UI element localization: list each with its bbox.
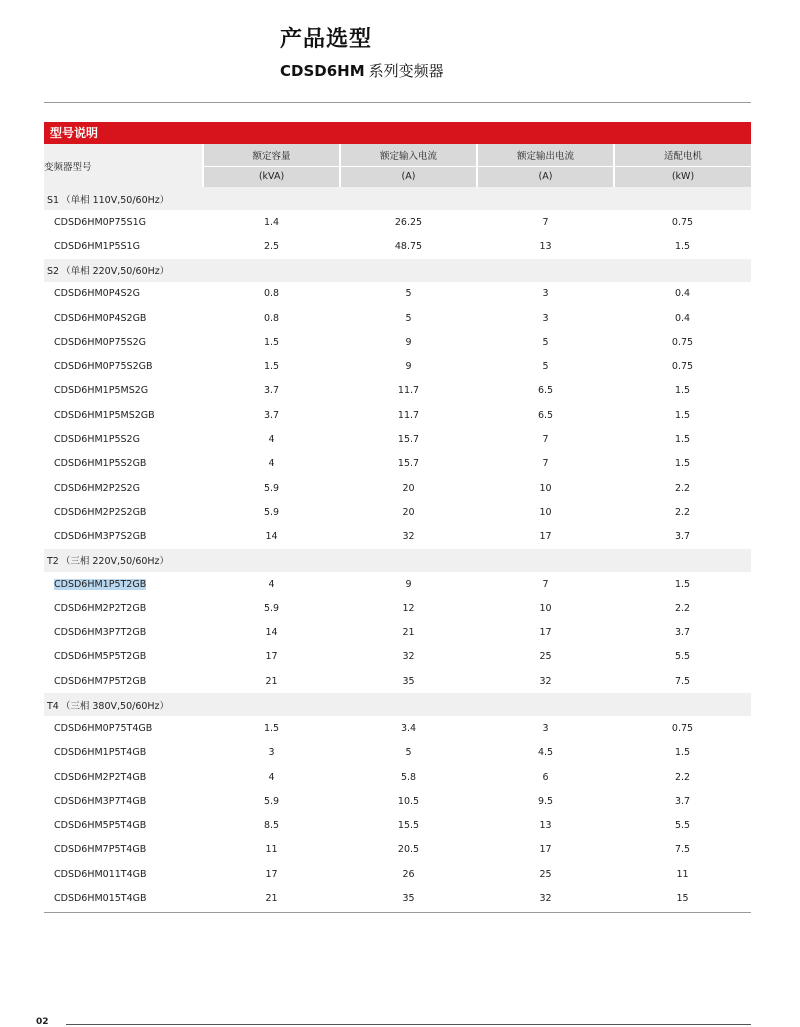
page-subtitle [280, 60, 444, 81]
rated-output-current-cell: 32 [539, 893, 552, 905]
group-label [44, 259, 751, 282]
model-name: CDSD6HM1P5S1G [54, 240, 140, 252]
rated-input-current-cell: 15.5 [397, 820, 420, 832]
table-row [44, 838, 751, 862]
adapted-motor-cell: 0.4 [674, 312, 691, 324]
model-name: CDSD6HM7P5T2GB [54, 675, 147, 687]
model-name: CDSD6HM1P5MS2GB [54, 409, 155, 421]
model-name: CDSD6HM2P2S2GB [54, 506, 147, 518]
rated-output-current-cell: 5 [542, 361, 549, 373]
rated-capacity-cell: 4 [268, 578, 275, 590]
model-cell [44, 452, 203, 476]
rated-capacity-cell: 0.8 [263, 312, 280, 324]
model-cell [44, 500, 203, 524]
rated-capacity-cell: 1.5 [263, 361, 280, 373]
rated-input-current-cell: 35 [402, 893, 415, 905]
rated-capacity-cell: 4 [268, 434, 275, 446]
group-label [44, 549, 751, 572]
rated-input-current-cell: 9 [405, 578, 412, 590]
model-name: CDSD6HM7P5T4GB [54, 844, 147, 856]
group-label [44, 187, 751, 210]
table-row [44, 427, 751, 451]
rated-output-current-cell: 10 [539, 506, 552, 518]
table-row [44, 596, 751, 620]
adapted-motor-cell: 0.75 [671, 216, 694, 228]
group-label [44, 693, 751, 716]
table-row [44, 620, 751, 644]
rated-input-current-cell: 11.7 [397, 385, 420, 397]
adapted-motor-cell: 0.75 [671, 722, 694, 734]
group-row-t4 [44, 693, 751, 716]
rated-output-current-cell: 6 [542, 771, 549, 783]
rated-capacity-cell: 5.9 [263, 482, 280, 494]
rated-output-current-cell: 6.5 [537, 385, 554, 397]
rated-input-current-cell: 5 [405, 312, 412, 324]
subtitle-model: CDSD6HM [280, 62, 365, 80]
model-name: CDSD6HM0P75S2G [54, 336, 146, 348]
model-cell [44, 427, 203, 451]
table-row [44, 330, 751, 354]
table-row [44, 765, 751, 789]
adapted-motor-cell: 0.75 [671, 336, 694, 348]
model-cell [44, 862, 203, 886]
rated-capacity-cell: 1.5 [263, 722, 280, 734]
adapted-motor-cell: 2.2 [674, 506, 691, 518]
adapted-motor-cell: 1.5 [674, 578, 691, 590]
model-cell [44, 572, 203, 596]
rated-capacity-cell: 14 [265, 627, 278, 639]
adapted-motor-cell: 0.4 [674, 288, 691, 300]
rated-input-current-cell: 3.4 [400, 722, 417, 734]
adapted-motor-cell: 1.5 [674, 747, 691, 759]
model-cell [44, 403, 203, 427]
adapted-motor-cell: 1.5 [674, 458, 691, 470]
model-cell [44, 765, 203, 789]
table-row [44, 452, 751, 476]
unit-rated-output-current: (A) [477, 166, 614, 187]
subtitle-series: 系列变频器 [368, 62, 444, 80]
model-cell [44, 330, 203, 354]
table-row [44, 282, 751, 306]
rated-output-current-cell: 7 [542, 434, 549, 446]
model-cell [44, 210, 203, 234]
rated-output-current-cell: 5 [542, 336, 549, 348]
table-row [44, 669, 751, 693]
model-name: CDSD6HM0P75S2GB [54, 361, 153, 373]
model-name: CDSD6HM5P5T2GB [54, 651, 147, 663]
adapted-motor-cell: 3.7 [674, 627, 691, 639]
table-row [44, 814, 751, 838]
model-name: CDSD6HM1P5T2GB [54, 578, 147, 590]
rated-input-current-cell: 12 [402, 602, 415, 614]
model-cell [44, 838, 203, 862]
rated-input-current-cell: 15.7 [397, 434, 420, 446]
rated-output-current-cell: 7 [542, 458, 549, 470]
rated-capacity-cell: 14 [265, 531, 278, 543]
model-name: CDSD6HM0P4S2GB [54, 312, 147, 324]
rated-capacity-cell: 5.9 [263, 602, 280, 614]
model-cell [44, 476, 203, 500]
rated-output-current-cell: 25 [539, 868, 552, 880]
rated-capacity-cell: 8.5 [263, 820, 280, 832]
rated-input-current-cell: 32 [402, 651, 415, 663]
model-name: CDSD6HM2P2T4GB [54, 771, 147, 783]
table-row [44, 306, 751, 330]
rated-capacity-cell: 5.9 [263, 506, 280, 518]
bottom-divider [44, 912, 751, 913]
model-cell [44, 234, 203, 258]
adapted-motor-cell: 15 [676, 893, 689, 905]
rated-capacity-cell: 3.7 [263, 385, 280, 397]
model-name: CDSD6HM3P7T4GB [54, 795, 147, 807]
column-header-model: 变频器型号 [44, 144, 203, 187]
rated-output-current-cell: 7 [542, 216, 549, 228]
adapted-motor-cell: 3.7 [674, 795, 691, 807]
table-row [44, 525, 751, 549]
rated-input-current-cell: 32 [402, 531, 415, 543]
model-cell [44, 354, 203, 378]
rated-capacity-cell: 4 [268, 771, 275, 783]
rated-input-current-cell: 5 [405, 747, 412, 759]
group-spec: （三相 380V,50/60Hz） [60, 700, 170, 712]
rated-output-current-cell: 3 [542, 288, 549, 300]
rated-input-current-cell: 48.75 [394, 240, 423, 252]
model-cell [44, 814, 203, 838]
rated-capacity-cell: 1.4 [263, 216, 280, 228]
model-name: CDSD6HM0P75S1G [54, 216, 146, 228]
rated-output-current-cell: 25 [539, 651, 552, 663]
rated-output-current-cell: 9.5 [537, 795, 554, 807]
adapted-motor-cell: 11 [676, 868, 689, 880]
adapted-motor-cell: 1.5 [674, 240, 691, 252]
adapted-motor-cell: 5.5 [674, 651, 691, 663]
model-name: CDSD6HM1P5S2GB [54, 458, 147, 470]
rated-input-current-cell: 5 [405, 288, 412, 300]
rated-input-current-cell: 11.7 [397, 409, 420, 421]
table-row [44, 234, 751, 258]
model-name: CDSD6HM1P5MS2G [54, 385, 149, 397]
model-name: CDSD6HM5P5T4GB [54, 820, 147, 832]
rated-input-current-cell: 26.25 [394, 216, 423, 228]
rated-output-current-cell: 6.5 [537, 409, 554, 421]
model-cell [44, 789, 203, 813]
adapted-motor-cell: 0.75 [671, 361, 694, 373]
model-cell [44, 282, 203, 306]
rated-capacity-cell: 11 [265, 844, 278, 856]
table-row [44, 572, 751, 596]
rated-output-current-cell: 13 [539, 240, 552, 252]
model-cell [44, 596, 203, 620]
rated-capacity-cell: 21 [265, 893, 278, 905]
column-header-rated-input-current: 额定输入电流 [340, 144, 477, 166]
rated-capacity-cell: 21 [265, 675, 278, 687]
section-title-bar: 型号说明 [44, 122, 751, 144]
rated-capacity-cell: 3 [268, 747, 275, 759]
table-row [44, 476, 751, 500]
column-header-adapted-motor: 适配电机 [614, 144, 751, 166]
model-cell [44, 620, 203, 644]
model-cell [44, 716, 203, 740]
rated-output-current-cell: 17 [539, 844, 552, 856]
rated-input-current-cell: 20 [402, 482, 415, 494]
table-header-row [44, 144, 751, 166]
adapted-motor-cell: 1.5 [674, 409, 691, 421]
rated-output-current-cell: 10 [539, 602, 552, 614]
model-cell [44, 886, 203, 910]
rated-output-current-cell: 4.5 [537, 747, 554, 759]
table-row [44, 741, 751, 765]
page-title: 产品选型 [280, 27, 373, 52]
model-cell [44, 525, 203, 549]
model-name: CDSD6HM3P7S2GB [54, 531, 147, 543]
rated-capacity-cell: 17 [265, 651, 278, 663]
adapted-motor-cell: 3.7 [674, 531, 691, 543]
table-row [44, 379, 751, 403]
rated-capacity-cell: 1.5 [263, 336, 280, 348]
adapted-motor-cell: 5.5 [674, 820, 691, 832]
rated-capacity-cell: 0.8 [263, 288, 280, 300]
model-name: CDSD6HM0P75T4GB [54, 722, 153, 734]
group-code: T2 [47, 556, 59, 568]
adapted-motor-cell: 1.5 [674, 385, 691, 397]
model-cell [44, 741, 203, 765]
model-name: CDSD6HM3P7T2GB [54, 627, 147, 639]
model-cell [44, 379, 203, 403]
rated-input-current-cell: 10.5 [397, 795, 420, 807]
rated-output-current-cell: 10 [539, 482, 552, 494]
model-name: CDSD6HM015T4GB [54, 893, 147, 905]
rated-capacity-cell: 3.7 [263, 409, 280, 421]
adapted-motor-cell: 1.5 [674, 434, 691, 446]
rated-input-current-cell: 26 [402, 868, 415, 880]
rated-input-current-cell: 15.7 [397, 458, 420, 470]
unit-adapted-motor: (kW) [614, 166, 751, 187]
table-row [44, 645, 751, 669]
table-row [44, 500, 751, 524]
group-code: S1 [47, 194, 60, 206]
group-code: T4 [47, 700, 59, 712]
group-spec: （单相 220V,50/60Hz） [61, 266, 170, 278]
model-spec-table [44, 144, 751, 911]
table-row [44, 354, 751, 378]
page-number: 02 [36, 1017, 49, 1027]
model-name: CDSD6HM2P2T2GB [54, 602, 147, 614]
adapted-motor-cell: 2.2 [674, 482, 691, 494]
group-row-s1 [44, 187, 751, 210]
rated-input-current-cell: 9 [405, 336, 412, 348]
table-row [44, 716, 751, 740]
model-cell [44, 645, 203, 669]
rated-output-current-cell: 17 [539, 531, 552, 543]
rated-output-current-cell: 3 [542, 312, 549, 324]
table-row [44, 789, 751, 813]
group-row-s2 [44, 259, 751, 282]
table-body [44, 187, 751, 911]
group-spec: （单相 110V,50/60Hz） [61, 194, 170, 206]
rated-input-current-cell: 9 [405, 361, 412, 373]
rated-capacity-cell: 5.9 [263, 795, 280, 807]
rated-input-current-cell: 5.8 [400, 771, 417, 783]
group-row-t2 [44, 549, 751, 572]
unit-rated-capacity: (kVA) [203, 166, 340, 187]
column-header-rated-capacity: 额定容量 [203, 144, 340, 166]
top-divider [44, 102, 751, 103]
rated-capacity-cell: 17 [265, 868, 278, 880]
rated-output-current-cell: 7 [542, 578, 549, 590]
rated-capacity-cell: 2.5 [263, 240, 280, 252]
model-cell [44, 669, 203, 693]
table-row [44, 210, 751, 234]
rated-capacity-cell: 4 [268, 458, 275, 470]
rated-input-current-cell: 20.5 [397, 844, 420, 856]
adapted-motor-cell: 7.5 [674, 675, 691, 687]
model-name: CDSD6HM1P5T4GB [54, 747, 147, 759]
group-code: S2 [47, 266, 60, 278]
rated-output-current-cell: 13 [539, 820, 552, 832]
rated-input-current-cell: 35 [402, 675, 415, 687]
rated-output-current-cell: 3 [542, 722, 549, 734]
model-cell [44, 306, 203, 330]
rated-input-current-cell: 21 [402, 627, 415, 639]
rated-output-current-cell: 32 [539, 675, 552, 687]
model-name: CDSD6HM2P2S2G [54, 482, 140, 494]
rated-input-current-cell: 20 [402, 506, 415, 518]
group-spec: （三相 220V,50/60Hz） [60, 556, 170, 568]
model-name: CDSD6HM011T4GB [54, 868, 147, 880]
column-header-rated-output-current: 额定输出电流 [477, 144, 614, 166]
table-row [44, 886, 751, 910]
model-name: CDSD6HM1P5S2G [54, 434, 140, 446]
adapted-motor-cell: 7.5 [674, 844, 691, 856]
adapted-motor-cell: 2.2 [674, 771, 691, 783]
table-row [44, 403, 751, 427]
footer-divider [66, 1024, 751, 1025]
rated-output-current-cell: 17 [539, 627, 552, 639]
adapted-motor-cell: 2.2 [674, 602, 691, 614]
model-name: CDSD6HM0P4S2G [54, 288, 140, 300]
unit-rated-input-current: (A) [340, 166, 477, 187]
table-row [44, 862, 751, 886]
